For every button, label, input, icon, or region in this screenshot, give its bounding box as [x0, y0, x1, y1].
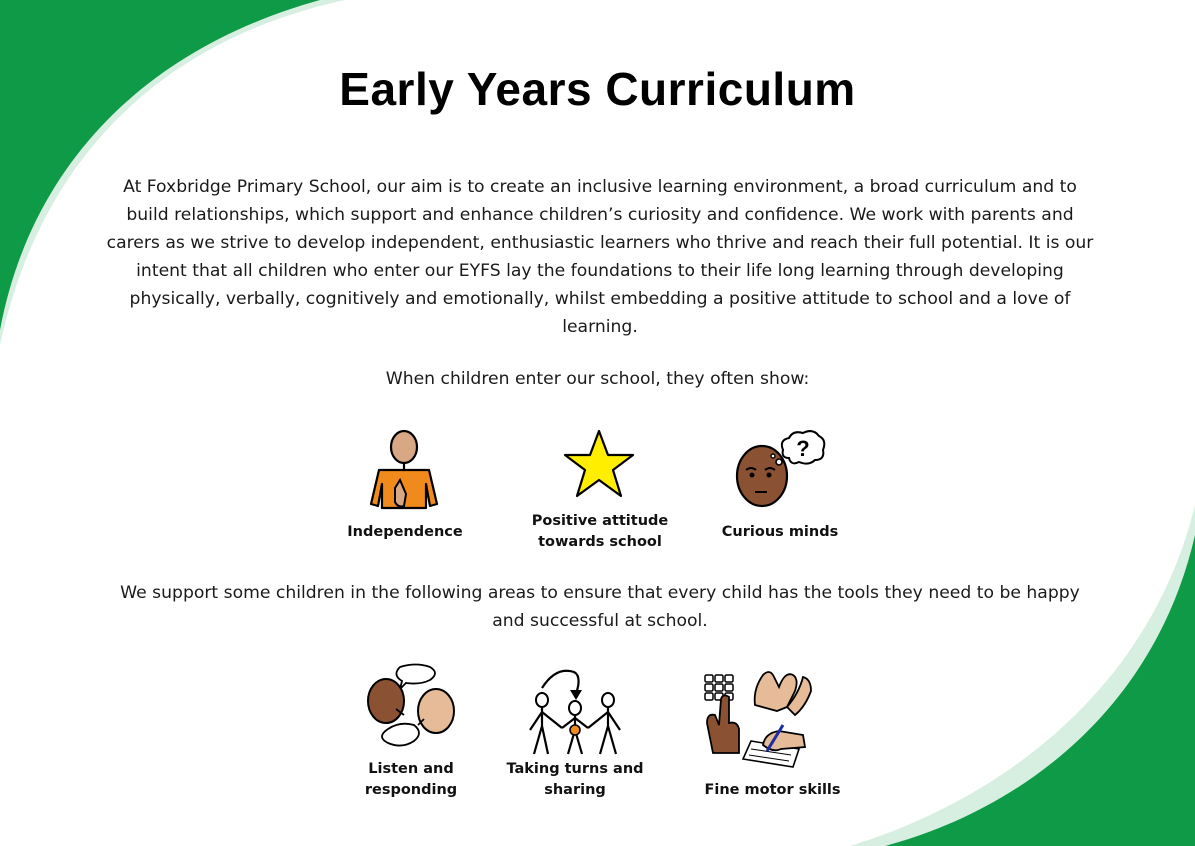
svg-text:?: ? — [796, 436, 810, 461]
caption-taking-turns: Taking turns and sharing — [506, 761, 644, 798]
caption-positive-attitude: Positive attitude towards school — [531, 513, 669, 550]
strengths-lead: When children enter our school, they often show: — [385, 369, 810, 389]
star-icon — [562, 428, 636, 500]
turn-taking-icon — [526, 666, 624, 758]
caption-fine-motor: Fine motor skills — [704, 782, 841, 798]
conversation-icon — [364, 663, 458, 751]
support-lead: We support some children in the following areas to ensure that every child has the tools they need to be happy and successful at school. — [120, 583, 1080, 631]
thinking-face-icon — [733, 428, 827, 510]
person-pointing-self-icon — [368, 428, 440, 510]
caption-curious-minds: Curious minds — [721, 524, 839, 540]
intro-paragraph: At Foxbridge Primary School, our aim is to create an inclusive learning environment, a broad curriculum and to build relationships, which support and enhance children’s curiosity and confidence. We work with parents and carers as we strive to develop independent, enthusiastic learners who thrive and reach their full potential. It is our intent that all children who enter our EYFS lay the foundations to their life long learning through developing physically, verbally, cognitively and emotionally, whilst embedding a positive attitude to school and a love of learning. — [106, 177, 1094, 337]
caption-listen-responding: Listen and responding — [364, 761, 458, 798]
caption-independence: Independence — [347, 524, 463, 540]
page-title: Early Years Curriculum — [339, 63, 856, 115]
hands-icon — [703, 667, 815, 769]
